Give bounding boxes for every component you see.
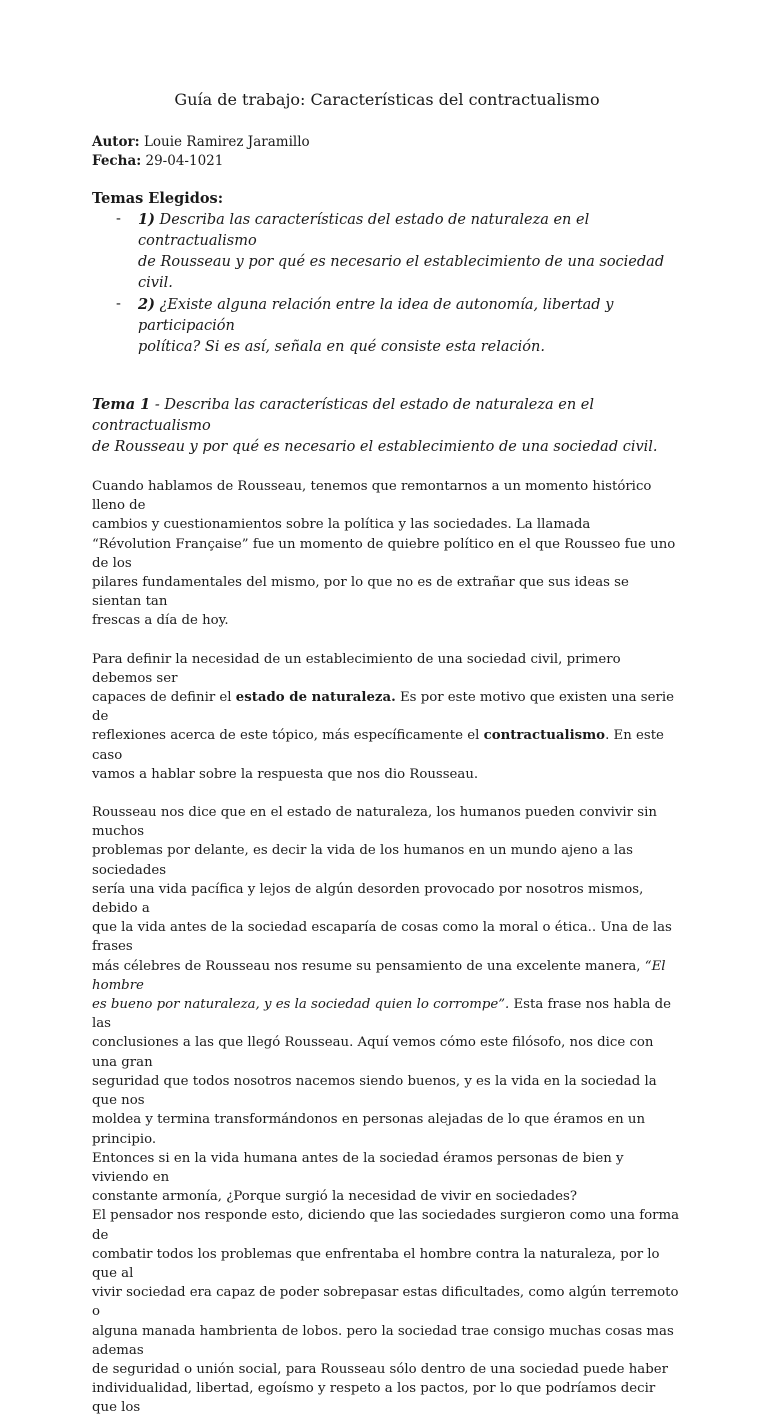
text-line: Para definir la necesidad de un establecimiento de una sociedad civil, primero debemos ser — [92, 651, 621, 686]
tema-text: ¿Existe alguna relación entre la idea de autonomía, libertad y participación — [138, 297, 614, 334]
tema-text: Describa las características del estado de naturaleza en el contractualismo — [138, 212, 590, 249]
date-line — [92, 152, 682, 171]
author-line — [92, 133, 682, 152]
tema1-heading — [92, 394, 682, 458]
text-line: alguna manada hambrienta de lobos. pero la sociedad trae consigo muchas cosas mas ademas — [92, 1323, 674, 1358]
author-label: Autor: — [92, 134, 140, 150]
text-line: Rousseau nos dice que en el estado de naturaleza, los humanos pueden convivir sin muchos — [92, 805, 657, 840]
temas-list — [92, 209, 682, 358]
temas-heading: Temas Elegidos: — [92, 190, 224, 207]
date-value: 29-04-1021 — [145, 153, 224, 169]
tema1-text: de Rousseau y por qué es necesario el establecimiento de una sociedad civil. — [92, 439, 658, 455]
text-line: Esta frase nos habla de las — [92, 997, 672, 1032]
text-line: constante armonía, ¿Porque surgió la necesidad de vivir en sociedades? — [92, 1189, 577, 1205]
quote-text: es bueno por naturaleza, y es la sociedad quien lo corrompe”. — [92, 997, 510, 1013]
text-line: vivir sociedad era capaz de poder sobrepasar estas dificultades, como algún terremoto o — [92, 1285, 679, 1320]
text-line: capaces de definir el — [92, 690, 236, 706]
text-line: más célebres de Rousseau nos resume su pensamiento de una excelente manera, — [92, 958, 645, 974]
list-item — [92, 294, 682, 358]
text-line: individualidad, libertad, egoísmo y respeto a los pactos, por lo que podríamos decir que los — [92, 1381, 656, 1416]
text-line: . En este caso — [92, 728, 664, 763]
paragraph-1 — [92, 477, 682, 631]
author-value: Louie Ramirez Jaramillo — [143, 134, 310, 150]
text-line: frescas a día de hoy. — [92, 613, 229, 629]
tema1-label: Tema 1 — [92, 396, 151, 413]
text-line: conclusiones a las que llegó Rousseau. Aquí vemos cómo este filósofo, nos dice con una gran — [92, 1035, 654, 1070]
text-line: Es por este motivo que existen una serie de — [92, 690, 674, 725]
tema-text: de Rousseau y por qué es necesario el establecimiento de una sociedad civil. — [138, 254, 665, 291]
bold-term: estado de naturaleza. — [235, 690, 396, 706]
text-line: pilares fundamentales del mismo, por lo que no es de extrañar que sus ideas se sientan tan — [92, 575, 629, 610]
text-line: Cuando hablamos de Rousseau, tenemos que remontarnos a un momento histórico lleno de — [92, 479, 652, 514]
text-line: moldea y termina transformándonos en personas alejadas de lo que éramos en un principio. — [92, 1112, 646, 1147]
text-line: que la vida antes de la sociedad escaparía de cosas como la moral o ética.. Una de las frases — [92, 920, 672, 955]
bold-term: contractualismo — [483, 728, 606, 744]
list-item — [92, 209, 682, 294]
text-line: reflexiones acerca de este tópico, más específicamente el — [92, 728, 484, 744]
document-page — [92, 90, 682, 1418]
tema-text: política? Si es así, señala en qué consiste esta relación. — [138, 339, 545, 355]
text-line: problemas por delante, es decir la vida de los humanos en un mundo ajeno a las sociedades — [92, 843, 633, 878]
text-line: “Révolution Française” fue un momento de quiebre político en el que Rousseo fue uno de los — [92, 536, 676, 571]
paragraph-4 — [92, 1206, 682, 1417]
text-line: de seguridad o unión social, para Rousseau sólo dentro de una sociedad puede haber — [92, 1361, 668, 1377]
text-line: Entonces si en la vida humana antes de la sociedad éramos personas de bien y viviendo en — [92, 1150, 624, 1185]
text-line: cambios y cuestionamientos sobre la política y las sociedades. La llamada — [92, 517, 591, 533]
paragraph-2 — [92, 650, 682, 784]
text-line: El pensador nos responde esto, diciendo que las sociedades surgieron como una forma de — [92, 1208, 680, 1243]
text-line: vamos a hablar sobre la respuesta que nos dio Rousseau. — [92, 766, 479, 782]
document-title: Guía de trabajo: Características del contractualismo — [174, 90, 600, 109]
date-label: Fecha: — [92, 153, 142, 169]
text-line: combatir todos los problemas que enfrentaba el hombre contra la naturaleza, por lo que al — [92, 1246, 660, 1281]
text-line: sería una vida pacífica y lejos de algún desorden provocado por nosotros mismos, debido a — [92, 881, 644, 917]
quote-text: “El hombre — [92, 958, 666, 993]
tema-number: 2) — [138, 296, 155, 313]
list-dash: - — [116, 211, 121, 227]
paragraph-3 — [92, 803, 682, 1206]
text-line: seguridad que todos nosotros nacemos siendo buenos, y es la vida en la sociedad la que nos — [92, 1073, 657, 1109]
list-dash: - — [116, 296, 121, 312]
tema-number: 1) — [138, 211, 155, 228]
tema1-text: - Describa las características del estado de naturaleza en el contractualismo — [92, 397, 594, 434]
